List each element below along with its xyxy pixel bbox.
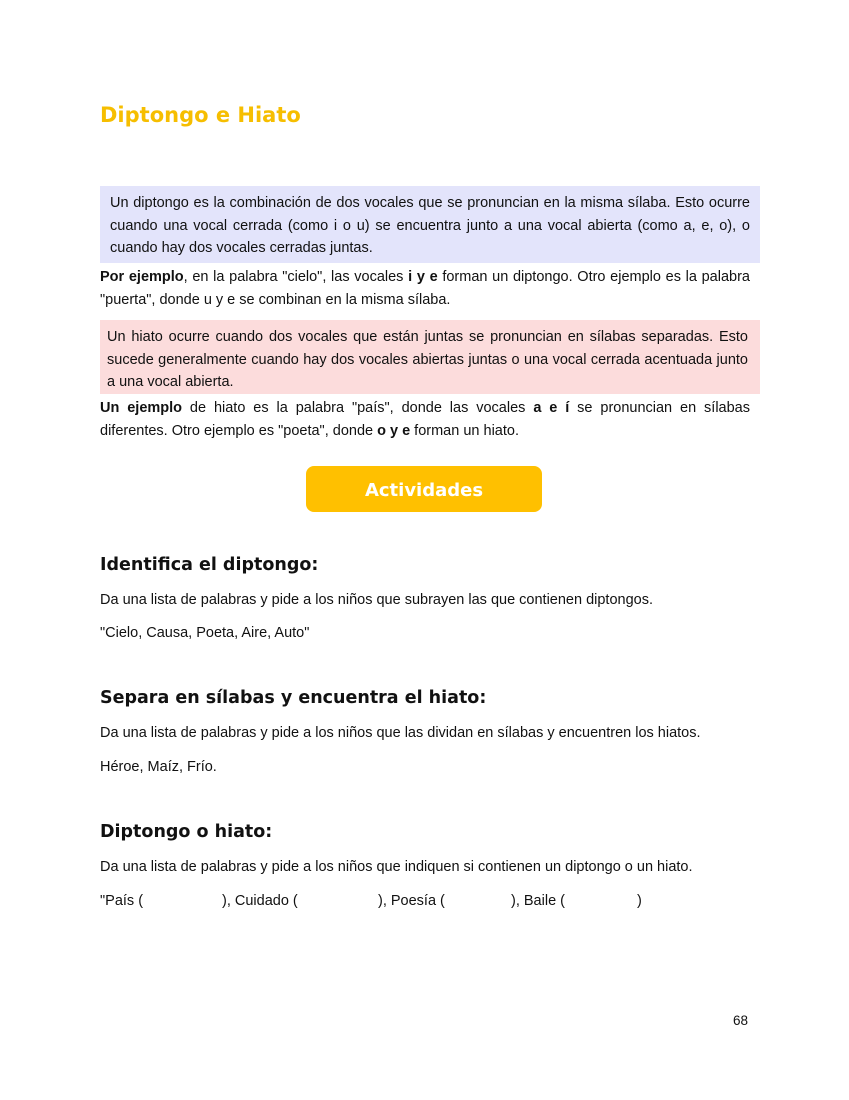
emphasis: a e í [533,400,570,416]
diptongo-definition-box: Un diptongo es la combinación de dos vocales que se pronuncian en la misma sílaba. Esto ocurre cuando una vocal cerrada (como i o u) se encuentra junto a una vocal abierta (como a, e, o), o cuando hay dos vocales cerradas juntas. [100,186,760,263]
activity-heading: Diptongo o hiato: [100,822,273,842]
activity-description: Da una lista de palabras y pide a los niños que indiquen si contienen un diptongo o un hiato. [100,859,693,875]
emphasis: o y e [377,422,411,439]
text-segment: se pronuncian en sílabas diferentes. Otro ejemplo es "poeta", donde [100,400,750,439]
activity-example-blanks [100,891,700,913]
activity-description: Da una lista de palabras y pide a los niños que las dividan en sílabas y encuentren los hiatos. [100,725,701,741]
activity-description: Da una lista de palabras y pide a los niños que subrayen las que contienen diptongos. [100,592,653,608]
activity-heading: Separa en sílabas y encuentra el hiato: [100,688,487,708]
activity-heading: Identifica el diptongo: [100,555,319,575]
emphasis: i y e [408,269,438,285]
page-title: Diptongo e Hiato [100,103,301,127]
hiato-definition-box: Un hiato ocurre cuando dos vocales que están juntas se pronuncian en sílabas separadas. Esto sucede generalmente cuando hay dos vocales abiertas juntas o una vocal cerrada acentuada junto a una vocal abierta. [100,320,760,394]
activity-example: "Cielo, Causa, Poeta, Aire, Auto" [100,625,310,641]
blank-segment: ), Baile ( [511,893,565,909]
blank-segment: ), Cuidado ( [222,893,298,909]
page-number: 68 [733,1013,749,1028]
activities-banner: Actividades [306,466,542,512]
text-segment: de hiato es la palabra "país", donde las vocales [182,400,534,416]
text-segment: , en la palabra "cielo", las vocales [183,269,409,285]
text-segment: forman un hiato. [410,422,519,439]
blank-segment: ), Poesía ( [378,893,445,909]
diptongo-example-paragraph [100,266,750,311]
activity-example: Héroe, Maíz, Frío. [100,759,217,775]
blank-segment: ) [637,893,642,909]
hiato-example-paragraph [100,397,750,442]
text-segment: forman un diptongo. Otro ejemplo es la palabra "puerta", donde u y e se combinan en la misma sílaba. [100,269,750,308]
emphasis: Por ejemplo [100,269,184,285]
emphasis: Un ejemplo [100,400,183,416]
blank-segment: "País ( [100,893,144,909]
